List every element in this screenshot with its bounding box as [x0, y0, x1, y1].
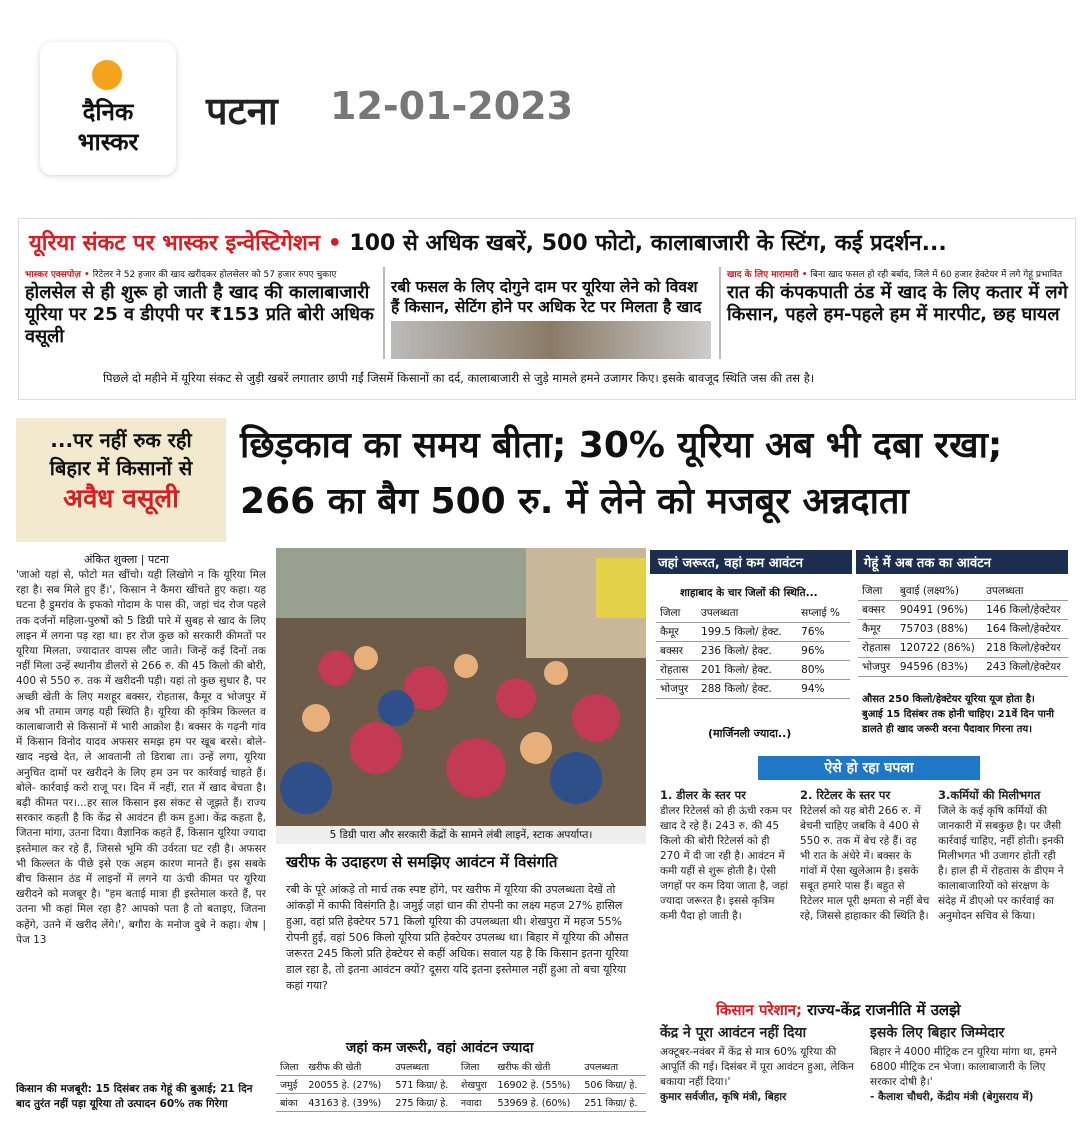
- table-cell: 75703 (88%): [896, 620, 982, 639]
- table-cell: जमुई: [276, 1076, 304, 1094]
- table-cell: 236 किलो/ हेक्ट.: [697, 642, 797, 661]
- banner-title-red: यूरिया संकट पर भास्कर इन्वेस्टिगेशन •: [29, 231, 342, 256]
- politics-right-head: इसके लिए बिहार जिम्मेदार: [870, 1025, 1005, 1041]
- table-cell: 146 किलो/हेक्टेयर: [982, 601, 1068, 620]
- table-header: जिला: [276, 1058, 304, 1076]
- divider: [719, 267, 721, 359]
- ghapla-b2-title: 2. रिटेलर के स्तर पर: [800, 788, 891, 802]
- table-cell: बक्सर: [656, 642, 697, 661]
- clip3-deck: बिना खाद फसल हो रही बर्बाद, जिले में 60 हजार हेक्टेयर में लगे गेहूं प्रभावित: [810, 270, 1063, 280]
- table2-note: [862, 692, 1068, 737]
- ghapla-box-1: [660, 788, 792, 924]
- table-cell: रोहतास: [656, 661, 697, 680]
- table2-note1: औसत 250 किलो/हेक्टेयर यूरिया यूज होता है।: [862, 694, 1035, 705]
- side-headline-box: [16, 418, 226, 542]
- table-header: जिला: [858, 582, 896, 601]
- table-cell: 288 किलो/ हेक्ट.: [697, 680, 797, 699]
- table1-subtitle: शाहाबाद के चार जिलों की स्थिति...: [680, 587, 818, 599]
- farmer-note: किसान की मजबूरी: 15 दिसंबर तक गेहूं की बुआई; 21 दिन बाद तुरंत नहीं पड़ा यूरिया तो उत्पादन 60% तक गिरेगा: [16, 1083, 253, 1110]
- edition-city: पटना: [206, 89, 278, 133]
- table-cell: 120722 (86%): [896, 639, 982, 658]
- table-header-row: [656, 604, 850, 623]
- table-cell: 20055 हे. (27%): [304, 1076, 391, 1094]
- kharif-table: [276, 1058, 646, 1112]
- banner-title: [29, 227, 947, 257]
- photo-caption: 5 डिग्री पारा और सरकारी केंद्रों के सामने लंबी लाइनें, स्टाक अपर्याप्त।: [276, 826, 646, 844]
- table-cell: 80%: [797, 661, 850, 680]
- clip3-headline: रात की कंपकपाती ठंड में खाद के लिए कतार में लगे किसान, पहले हम-पहले हम में मारपीट, छह घायल: [727, 282, 1068, 325]
- table-cell: 275 किग्रा/ हे.: [391, 1094, 457, 1112]
- ghapla-box-2: [800, 788, 930, 924]
- investigation-banner: [18, 218, 1076, 400]
- ghapla-b1-title: 1. डीलर के स्तर पर: [660, 788, 746, 802]
- byline: अंकित शुक्ला | पटना: [84, 553, 169, 566]
- politics-left-head: केंद्र ने पूरा आवंटन नहीं दिया: [660, 1025, 807, 1041]
- kharif-table-title: जहां कम जरूरी, वहां आवंटन ज्यादा: [346, 1040, 534, 1056]
- ghapla-title: ऐसे हो रहा घपला: [758, 756, 980, 780]
- table-header: खरीफ की खेती: [304, 1058, 391, 1076]
- logo-line2: भास्कर: [77, 128, 139, 156]
- table-cell: 53969 हे. (60%): [493, 1094, 580, 1112]
- clip1-deck: रिटेलर ने 52 हजार की खाद खरीदकर होलसेलर को 57 हजार रुपए चुकाए: [92, 270, 337, 280]
- dainik-bhaskar-logo: [40, 42, 176, 175]
- politics-left-by: कुमार सर्वजीत, कृषि मंत्री, बिहार: [660, 1091, 787, 1103]
- table-row: [656, 661, 850, 680]
- table-row: [276, 1076, 646, 1094]
- edition-date: 12-01-2023: [330, 84, 574, 128]
- kharif-title: खरीफ के उदाहरण से समझिए आवंटन में विसंगति: [286, 853, 558, 871]
- table-header: उपलब्धता: [391, 1058, 457, 1076]
- table-header: जिला: [457, 1058, 494, 1076]
- table1-title: जहां जरूरत, वहां कम आवंटन: [650, 550, 852, 574]
- table-header-row: [858, 582, 1068, 601]
- politics-right-text: बिहार ने 4000 मीट्रिक टन यूरिया मांगा था, हमने 6800 मीट्रिक टन भेजा। कालाबाजारी के लिए सरकार दोषी है।': [870, 1046, 1057, 1088]
- table2-note2: बुआई 15 दिसंबर तक होनी चाहिए। 21वें दिन पानी डालते ही खाद जरूरी वरना पैदावार गिरना तय।: [862, 709, 1054, 735]
- ghapla-b2-text: रिटेलर्स को यह बोरी 266 रु. में बेचनी चाहिए जबकि वे 400 से 550 रु. तक में बेच रहे हैं। वह भी रात के अंधेरे में। बक्सर के गांवों में ऐसा खुलेआम है। इसके सबूत हमारे पास हैं। बहुत से रिटेलर माल पूरी क्षमता से नहीं बेच रहे, जिससे हाहाकार की स्थिति है।: [800, 805, 930, 922]
- table-cell: 164 किलो/हेक्टेयर: [982, 620, 1068, 639]
- ghapla-b3-title: 3.कर्मियों की मिलीभगत: [938, 788, 1041, 802]
- clip2-headline: रबी फसल के लिए दोगुने दाम पर यूरिया लेने को विवश हैं किसान, सेटिंग होने पर अधिक रेट पर मिलता है खाद: [391, 278, 702, 316]
- table1: [656, 604, 850, 699]
- politics-title: [716, 1000, 960, 1020]
- table-header: उपलब्धता: [982, 582, 1068, 601]
- table-cell: 506 किग्रा/ हे.: [580, 1076, 646, 1094]
- main-headline: छिड़काव का समय बीता; 30% यूरिया अब भी दबा रखा; 266 का बैग 500 रु. में लेने को मजबूर अन्नदाता: [240, 425, 1003, 522]
- ghapla-b3-text: जिले के कई कृषि कर्मियों की जानकारी में सबकुछ है। पर जैसी कार्रवाई चाहिए, नहीं होती। इनकी मिलीभगत भी उजागर होती रही है। हाल ही में रोहतास के डीएम ने कालाबाजारियों को संरक्षण के संदेह में डीएओ पर कार्रवाई का अनुमोदन सचिव से किया।: [938, 805, 1064, 922]
- table1-note: (मार्जिनली ज्यादा..): [708, 727, 792, 740]
- table-cell: 43163 हे. (39%): [304, 1094, 391, 1112]
- table2-title: गेहूं में अब तक का आवंटन: [856, 550, 1068, 574]
- politics-right: [870, 1026, 1068, 1105]
- ghapla-b1-text: डीलर रिटेलर्स को ही ऊंची रकम पर खाद दे रहे हैं। 243 रु. की 45 किलो की बोरी रिटेलर्स को ही 270 में दी जा रही है। आवंटन में कमी यहीं से शुरू होती है। ऐसी जगहों पर कम दिया जाता है, जहां ज्यादा जरूरत है। इससे कृत्रिम कमी पैदा हो जाती है।: [660, 805, 792, 922]
- table-cell: 96%: [797, 642, 850, 661]
- table-cell: कैमूर: [656, 623, 697, 642]
- table-cell: 251 किग्रा/ हे.: [580, 1094, 646, 1112]
- table2: [858, 582, 1068, 677]
- table-row: [858, 639, 1068, 658]
- table-row: [656, 623, 850, 642]
- table-row: [858, 658, 1068, 677]
- table-cell: 243 किलो/हेक्टेयर: [982, 658, 1068, 677]
- table-cell: 76%: [797, 623, 850, 642]
- table-cell: 94596 (83%): [896, 658, 982, 677]
- table-cell: 94%: [797, 680, 850, 699]
- politics-left: [660, 1026, 856, 1105]
- table-header: उपलब्धता: [697, 604, 797, 623]
- table-cell: शेखपुरा: [457, 1076, 494, 1094]
- clip-2: [391, 277, 711, 359]
- table-cell: 199.5 किलो/ हेक्ट.: [697, 623, 797, 642]
- table-cell: 90491 (96%): [896, 601, 982, 620]
- banner-title-black: 100 से अधिक खबरें, 500 फोटो, कालाबाजारी के स्टिंग, कई प्रदर्शन...: [341, 231, 947, 256]
- politics-right-by: - कैलाश चौधरी, केंद्रीय मंत्री (बेगुसराय में): [870, 1091, 1034, 1103]
- side-line3: अवैध वसूली: [63, 484, 179, 514]
- table-row: [858, 601, 1068, 620]
- table-header-row: [276, 1058, 646, 1076]
- table-row: [276, 1094, 646, 1112]
- side-line1: ...पर नहीं रुक रही: [50, 428, 192, 452]
- politics-title-black: राज्य-केंद्र राजनीति में उलझे: [802, 1001, 961, 1019]
- table-header: उपलब्धता: [580, 1058, 646, 1076]
- queue-photo: [276, 548, 646, 826]
- table-cell: भोजपुर: [858, 658, 896, 677]
- clip-3: [727, 269, 1072, 326]
- table-row: [656, 680, 850, 699]
- clip-1: [25, 269, 380, 348]
- kharif-body: रबी के पूरे आंकड़े तो मार्च तक स्पष्ट होंगे, पर खरीफ में यूरिया की उपलब्धता देखें तो आंकड़ों में काफी विसंगति है। जमुई जहां धान की रोपनी का लक्ष्य महज 27% हासिल हुआ, वहां प्रति हेक्टेयर 571 किलो यूरिया की उपलब्धता थी। शेखपुरा में महज 55% रोपनी हुई, वहां 506 किलो यूरिया प्रति हेक्टेयर उपलब्ध था। बिहार में यूरिया की औसत जरूरत 245 किलो प्रति हेक्टेयर से कहीं अधिक। सवाल यह है कि किसान इतना यूरिया डाल रहा है, तो इतना आवंटन क्यों? दूसरा यदि इतना इस्तेमाल नहीं हुआ तो बचा यूरिया कहां गया?: [286, 883, 629, 992]
- sun-icon: [92, 60, 122, 90]
- clip3-kicker: खाद के लिए मारामारी •: [727, 270, 808, 280]
- table-cell: भोजपुर: [656, 680, 697, 699]
- politics-title-red: किसान परेशान;: [716, 1001, 803, 1019]
- banner-footer: पिछले दो महीने में यूरिया संकट से जुड़ी खबरें लगातार छापी गईं जिसमें किसानों का दर्द, कालाबाजारी से जुड़े मामले हमने उजागर किए। इसके बावजूद स्थिति जस की तस है।: [103, 371, 815, 385]
- table-header: सप्लाई %: [797, 604, 850, 623]
- table-row: [656, 642, 850, 661]
- table-cell: बक्सर: [858, 601, 896, 620]
- table-header: बुवाई (लक्ष्य%): [896, 582, 982, 601]
- logo-line1: दैनिक: [82, 98, 134, 126]
- side-line2: बिहार में किसानों से: [49, 456, 193, 480]
- table-cell: 571 किग्रा/ हे.: [391, 1076, 457, 1094]
- table-cell: रोहतास: [858, 639, 896, 658]
- table-header: खरीफ की खेती: [493, 1058, 580, 1076]
- table-header: जिला: [656, 604, 697, 623]
- clip2-images: [391, 321, 711, 359]
- table-cell: कैमूर: [858, 620, 896, 639]
- table-cell: 201 किलो/ हेक्ट.: [697, 661, 797, 680]
- clip1-headline: होलसेल से ही शुरू हो जाती है खाद की कालाबाजारी यूरिया पर 25 व डीएपी पर ₹153 प्रति बोरी अधिक वसूली: [25, 282, 374, 347]
- story-body: 'जाओ यहां से, फोटो मत खींचो। यही लिखोगे न कि यूरिया मिल रहा है। सब मिले हुए हैं।', किसान ने कैमरा खींचते हुए कहा। यह घटना है डुमरांव के इफको गोदाम के पास की, जहां चंद रोज पहले तक दर्जनों महिला-पुरुषों को 5 डिग्री पारे में सुबह से खाद के लिए लाइन में लगना पड़ रहा था। हर रोज कुछ को सरकारी कीमतों पर यूरिया मिलता, ज्यादातर वापस लौट जाते। जिन्हें कई दिनों तक नहीं मिला उन्हें स्थानीय डीलरों से 266 रु. की 45 किलो की बोरी, 400 से 550 रु. तक में खरीदनी पड़ी। यहां तो कुछ सुधार है, पर अच्छी खेती के लिए मशहूर बक्सर, रोहतास, कैमूर व भोजपुर में अब भी तमाम जगह यही स्थिति है। यूरिया की कृत्रिम किल्लत व कालाबाजारी से किसानों में भारी आक्रोश है। बक्सर के गढ़नी गांव में किसान विनोद यादव अफसर समझ हम पर खूब बरसे। बोले- खाद नइखे देत, ले आवतानी तो डिराबा ता। उन्हें लगा, यूरिया अनुचित दामों पर खरीदने के लिए हम उन पर कार्रवाई चाहते हैं। बोले- कार्रवाई करो राजू पर। दिन में नहीं, रात में खाद बेचता है। बढ़ी कीमत पर।...हर साल किसान इस संकट से जूझते हैं। राज्य सरकार कहती है कि केंद्र से आवंटन ही कम हुआ। केंद्र कहता है, जितना मांगा, उतना दिया। वैज्ञानिक कहते हैं, किसान यूरिया ज्यादा इस्तेमाल कर रहे हैं, जिससे भूमि की उर्वरता घट रही है। अफसर भी किल्लत के पीछे इसे एक अहम कारण मानते हैं। इस सबके बीच किसान ठंड में लाइनों में लगने या ऊंची कीमत पर यूरिया खरीदने को मजबूर है। "हम बताई मात्रा ही इस्तेमाल करते हैं, पर उतना भी कहां मिल रहा है? आपको पता है तो बताइए, जितना कहेंगे, उतने में खरीद लेंगे।', बगौरा के मनोज दुबे ने कहा। शेष | पेज 13: [16, 569, 266, 946]
- table-cell: बांका: [276, 1094, 304, 1112]
- table-cell: 16902 हे. (55%): [493, 1076, 580, 1094]
- clip1-kicker: भास्कर एक्सपोज़ •: [25, 270, 90, 280]
- table-row: [858, 620, 1068, 639]
- table-cell: नवादा: [457, 1094, 494, 1112]
- table-cell: 218 किलो/हेक्टेयर: [982, 639, 1068, 658]
- politics-left-text: अक्टूबर-नवंबर में केंद्र से मात्र 60% यूरिया की आपूर्ति की गई। दिसंबर में पूरा आवंटन हुआ, लेकिन बकाया नहीं दिया।': [660, 1046, 854, 1088]
- divider: [383, 267, 385, 359]
- ghapla-box-3: [938, 788, 1068, 924]
